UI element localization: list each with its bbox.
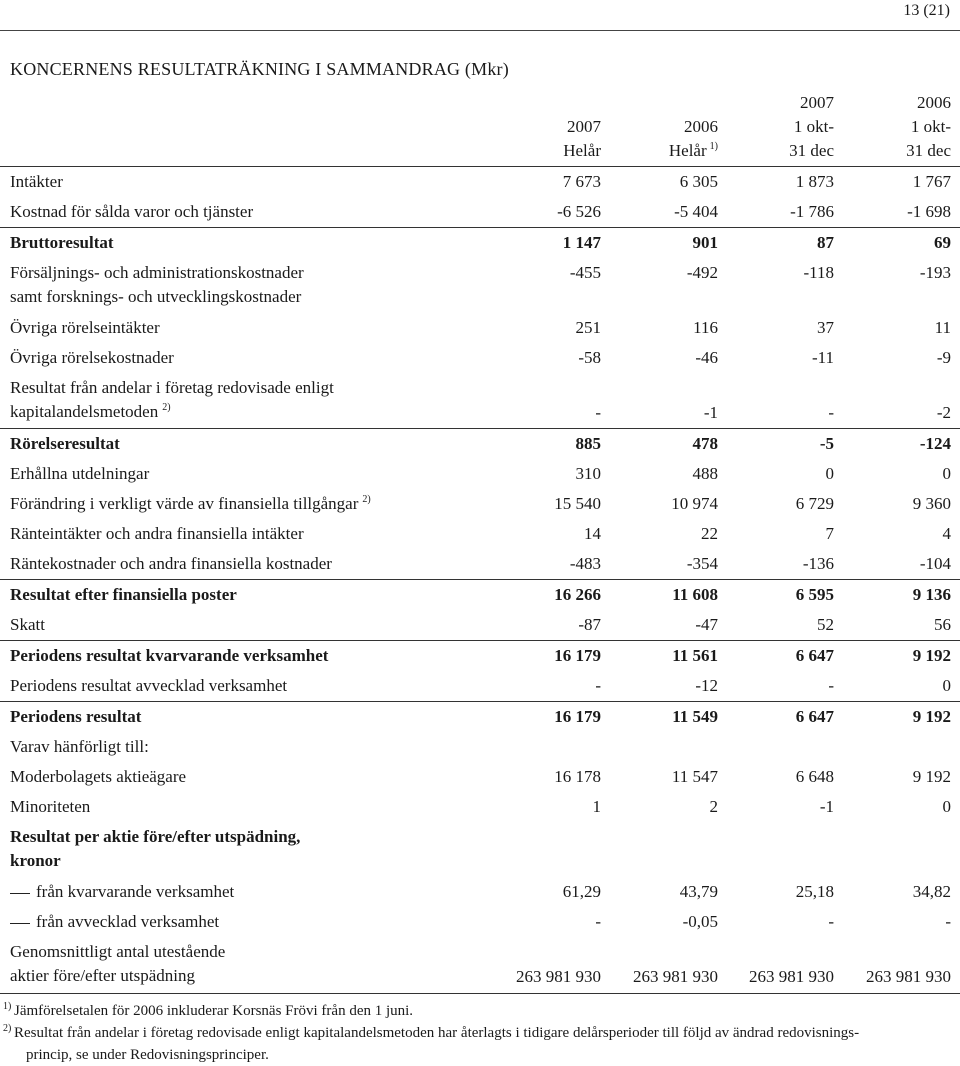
- table-row: [0, 343, 960, 373]
- cell-value: 9 192: [912, 767, 951, 786]
- row-label-line: samt forsknings- och utvecklingskostnader: [10, 287, 302, 306]
- row-label: [10, 940, 480, 988]
- row-label-line: kapitalandelsmetoden: [10, 402, 159, 421]
- cell-value: -2: [936, 403, 951, 422]
- cell-value: 7: [825, 524, 834, 543]
- dash-bullet: [10, 923, 30, 924]
- cell-value: -: [595, 912, 601, 931]
- table-row: [0, 373, 960, 428]
- table-row-subtotal: [0, 640, 960, 671]
- column-header-2007-q4: [720, 91, 834, 160]
- cell-value: 1 147: [562, 233, 601, 252]
- table-row: [0, 519, 960, 549]
- cell-value: 14: [584, 524, 601, 543]
- cell-value: 2: [709, 797, 718, 816]
- cell-value: -9: [936, 348, 951, 367]
- cell-value: -11: [811, 348, 834, 367]
- cell-value: 16 178: [554, 767, 601, 786]
- row-label: Periodens resultat kvarvarande verksamhet: [10, 646, 329, 665]
- row-label: Periodens resultat avvecklad verksamhet: [10, 676, 288, 695]
- row-label-line: kronor: [10, 851, 61, 870]
- cell-value: 263 981 930: [633, 967, 718, 986]
- column-header-line: 2007: [567, 117, 601, 136]
- cell-value: -5: [819, 434, 834, 453]
- cell-value: 9 192: [912, 707, 951, 726]
- cell-value: 116: [693, 318, 718, 337]
- row-label: Övriga rörelseintäkter: [10, 318, 160, 337]
- row-label-text: från kvarvarande verksamhet: [36, 882, 235, 901]
- cell-value: -455: [569, 263, 601, 282]
- footnote-ref: 1): [709, 141, 718, 153]
- cell-value: 9 192: [912, 646, 951, 665]
- cell-value: 15 540: [554, 494, 601, 513]
- column-header-line: 2006: [684, 117, 718, 136]
- cell-value: 0: [942, 464, 951, 483]
- income-statement-table: [0, 166, 960, 992]
- footnote-text: Jämförelsetalen för 2006 inkluderar Korsnäs Frövi från den 1 juni.: [14, 1003, 414, 1019]
- footnote-ref: 2): [162, 402, 171, 414]
- cell-value: 1 873: [795, 172, 834, 191]
- row-label-line: Genomsnittligt antal utestående: [10, 942, 226, 961]
- cell-value: 11 561: [672, 646, 718, 665]
- cell-value: 56: [934, 615, 951, 634]
- footnote-ref: 2): [362, 494, 371, 506]
- cell-value: -: [945, 912, 951, 931]
- row-label-line: Försäljnings- och administrationskostnader: [10, 263, 304, 282]
- cell-value: 6 305: [679, 172, 718, 191]
- table-row: [0, 792, 960, 822]
- row-label-text: från avvecklad verksamhet: [36, 912, 220, 931]
- row-label-text: Förändring i verkligt värde av finansiella tillgångar: [10, 494, 359, 513]
- row-label: Intäkter: [10, 172, 63, 191]
- cell-value: 37: [817, 318, 834, 337]
- column-header-line: 1 okt-: [793, 117, 834, 136]
- dash-bullet: [10, 893, 30, 894]
- cell-value: -354: [686, 554, 718, 573]
- cell-value: 6 648: [795, 767, 834, 786]
- cell-value: 10 974: [671, 494, 718, 513]
- row-label: Skatt: [10, 615, 45, 634]
- row-label: Periodens resultat: [10, 707, 142, 726]
- footnote-mark: 2): [3, 1023, 12, 1034]
- cell-value: 0: [942, 676, 951, 695]
- table-row: [0, 166, 960, 197]
- row-label-line: Resultat från andelar i företag redovisade enligt: [10, 378, 334, 397]
- cell-value: 263 981 930: [866, 967, 951, 986]
- cell-value: 16 179: [554, 707, 601, 726]
- cell-value: -87: [578, 615, 601, 634]
- cell-value: 1 767: [912, 172, 951, 191]
- footnotes: [0, 993, 960, 1066]
- cell-value: -0,05: [682, 912, 718, 931]
- footnote-rule: [0, 993, 960, 994]
- cell-value: 310: [575, 464, 601, 483]
- table-row: [0, 877, 960, 907]
- cell-value: -: [828, 676, 834, 695]
- footnote-text: Resultat från andelar i företag redovisade enligt kapitalandelsmetoden har återlagts i tidigare delårsperioder till följd av ändrad redovisnings-: [14, 1025, 860, 1041]
- table-row: [0, 937, 960, 992]
- row-label: Varav hänförligt till:: [10, 737, 149, 756]
- row-label: Ränteintäkter och andra finansiella intäkter: [10, 524, 304, 543]
- table-row: [0, 732, 960, 762]
- cell-value: 11 547: [671, 767, 718, 786]
- cell-value: 11: [934, 318, 951, 337]
- cell-value: -104: [919, 554, 951, 573]
- cell-value: -: [828, 912, 834, 931]
- cell-value: -1: [703, 403, 718, 422]
- row-label: [10, 376, 480, 424]
- page-number: 13 (21): [903, 2, 950, 19]
- footnote-mark: 1): [3, 1001, 12, 1012]
- table-row-total: [0, 701, 960, 732]
- cell-value: 52: [817, 615, 834, 634]
- cell-value: -1 786: [790, 202, 834, 221]
- table-row: [0, 313, 960, 343]
- cell-value: -136: [802, 554, 834, 573]
- cell-value: 9 360: [912, 494, 951, 513]
- table-row-subtotal: [0, 579, 960, 610]
- cell-value: 251: [575, 318, 601, 337]
- cell-value: 488: [692, 464, 718, 483]
- row-label: [10, 825, 480, 873]
- cell-value: -: [595, 676, 601, 695]
- cell-value: 87: [817, 233, 834, 252]
- cell-value: -58: [578, 348, 601, 367]
- row-label: Minoriteten: [10, 797, 91, 816]
- cell-value: 69: [934, 233, 951, 252]
- table-row: [0, 907, 960, 937]
- row-label: Moderbolagets aktieägare: [10, 767, 187, 786]
- table-row: [0, 197, 960, 227]
- row-label: Räntekostnader och andra finansiella kostnader: [10, 554, 332, 573]
- cell-value: -492: [686, 263, 718, 282]
- column-header-2006-q4: [834, 91, 951, 160]
- cell-value: -5 404: [674, 202, 718, 221]
- row-label-line: aktier före/efter utspädning: [10, 966, 196, 985]
- cell-value: -: [595, 403, 601, 422]
- row-label: Bruttoresultat: [10, 233, 114, 252]
- cell-value: -1 698: [907, 202, 951, 221]
- cell-value: 9 136: [912, 585, 951, 604]
- cell-value: 0: [825, 464, 834, 483]
- cell-value: 885: [575, 434, 601, 453]
- table-row: [0, 258, 960, 313]
- cell-value: 11 549: [672, 707, 718, 726]
- cell-value: -193: [919, 263, 951, 282]
- cell-value: 16 266: [554, 585, 601, 604]
- footnote-2: [0, 1022, 960, 1066]
- cell-value: 16 179: [554, 646, 601, 665]
- footnote-1: [0, 1000, 960, 1022]
- table-row: [0, 549, 960, 579]
- cell-value: 34,82: [912, 882, 951, 901]
- cell-value: 6 595: [795, 585, 834, 604]
- table-row-section-heading: [0, 822, 960, 877]
- cell-value: -483: [569, 554, 601, 573]
- cell-value: 6 729: [795, 494, 834, 513]
- cell-value: 901: [692, 233, 718, 252]
- row-label: Övriga rörelsekostnader: [10, 348, 174, 367]
- column-header-line: 31 dec: [789, 141, 834, 160]
- table-row: [0, 459, 960, 489]
- cell-value: -124: [919, 434, 951, 453]
- cell-value: 263 981 930: [516, 967, 601, 986]
- table-row-subtotal: [0, 428, 960, 459]
- row-label: Resultat efter finansiella poster: [10, 585, 237, 604]
- row-label: [10, 912, 480, 932]
- cell-value: 263 981 930: [749, 967, 834, 986]
- cell-value: -6 526: [557, 202, 601, 221]
- row-label: [10, 882, 480, 902]
- page-header-rule: [0, 30, 960, 31]
- table-row: [0, 489, 960, 519]
- row-label: Erhållna utdelningar: [10, 464, 150, 483]
- column-header-line: 31 dec: [906, 141, 951, 160]
- row-label: Rörelseresultat: [10, 434, 120, 453]
- cell-value: 22: [701, 524, 718, 543]
- row-label: [10, 261, 480, 309]
- footnote-text-continued: princip, se under Redovisningsprinciper.: [26, 1047, 269, 1063]
- cell-value: -: [828, 403, 834, 422]
- column-header-line: 2007: [800, 93, 834, 112]
- cell-value: -1: [819, 797, 834, 816]
- cell-value: 4: [942, 524, 951, 543]
- cell-value: 6 647: [795, 646, 834, 665]
- table-row-subtotal: [0, 227, 960, 258]
- cell-value: -12: [695, 676, 718, 695]
- cell-value: -46: [695, 348, 718, 367]
- column-header-line: 2006: [917, 93, 951, 112]
- column-header-line: 1 okt-: [910, 117, 951, 136]
- cell-value: -47: [695, 615, 718, 634]
- cell-value: -118: [803, 263, 834, 282]
- cell-value: 0: [942, 797, 951, 816]
- row-label-line: Resultat per aktie före/efter utspädning,: [10, 827, 301, 846]
- table-row: [0, 671, 960, 701]
- cell-value: 11 608: [672, 585, 718, 604]
- cell-value: 478: [692, 434, 718, 453]
- cell-value: 25,18: [795, 882, 834, 901]
- cell-value: 61,29: [562, 882, 601, 901]
- cell-value: 6 647: [795, 707, 834, 726]
- table-row: [0, 610, 960, 640]
- page-title: KONCERNENS RESULTATRÄKNING I SAMMANDRAG (Mkr): [10, 59, 509, 79]
- cell-value: 1: [592, 797, 601, 816]
- row-label: Kostnad för sålda varor och tjänster: [10, 202, 254, 221]
- column-header-line: Helår: [668, 141, 707, 160]
- cell-value: 7 673: [562, 172, 601, 191]
- row-label: [10, 494, 480, 514]
- table-row: [0, 762, 960, 792]
- cell-value: 43,79: [679, 882, 718, 901]
- column-header-line: Helår: [563, 141, 601, 160]
